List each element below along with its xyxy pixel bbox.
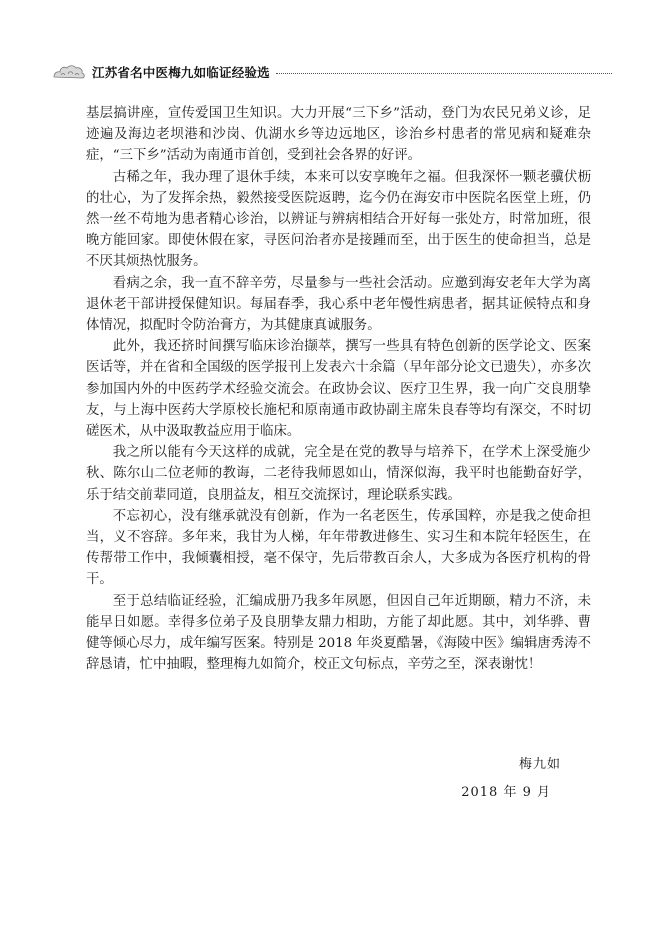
paragraph: 我之所以能有今天这样的成就，完全是在党的教导与培养下，在学术上深受施少秋、陈尔山二位老师的教诲，二老待我师恩如山，情深似海，我平时也能勤奋好学，乐于结交前辈同道，良朋益友，相互交流探讨，理论联系实践。 [86, 445, 591, 503]
auspicious-cloud-icon [52, 64, 86, 80]
paragraph: 基层搞讲座，宣传爱国卫生知识。大力开展“三下乡”活动，登门为农民兄弟义诊，足迹遍及海边老坝港和沙岗、仇湖水乡等边远地区，诊治乡村患者的常见病和疑难杂症，“三下乡”活动为南通市首创，受到社会各界的好评。 [86, 106, 591, 164]
running-header [52, 62, 612, 82]
author-signature: 梅九如 [518, 757, 561, 772]
paragraph: 此外，我还挤时间撰写临床诊治撷萃，撰写一些具有特色创新的医学论文、医案医话等，并在省和全国级的医学报刊上发表六十余篇（早年部分论文已遗失），亦多次参加国内外的中医药学术经验交流会。在政协会议、医疗卫生界，我一向广交良朋挚友，与上海中医药大学原校长施杞和原南通市政协副主席朱良春等均有深交，不时切磋医术，从中汲取教益应用于临床。 [86, 339, 591, 440]
paragraph: 看病之余，我一直不辞辛劳，尽量参与一些社会活动。应邀到海安老年大学为离退休老干部讲授保健知识。每届春季，我心系中老年慢性病患者，据其证候特点和身体情况，拟配时令防治膏方，为其健康真诚服务。 [86, 275, 591, 334]
paragraph: 不忘初心，没有继承就没有创新，作为一名老医生，传承国粹，亦是我之使命担当，义不容辞。多年来，我甘为人梯，年年带教进修生、实习生和本院年轻医生，在传帮带工作中，我倾囊相授，毫不保守，先后带教百余人，大多成为各医疗机构的骨干。 [86, 508, 591, 588]
body-text [86, 103, 591, 675]
signature-date: 2018 年 9 月 [461, 785, 551, 800]
paragraph: 至于总结临证经验，汇编成册乃我多年夙愿，但因自己年近期颐，精力不济，未能早日如愿。幸得多位弟子及良朋挚友鼎力相助，方能了却此愿。其中，刘华骅、曹健等倾心尽力，成年编写医案。特别是 2018 年炎夏酷暑，《海陵中医》编辑唐秀涛不辞恳请，忙中抽暇，整理梅九如简介，校正文句标点，辛劳之至，深表谢忱！ [86, 593, 591, 673]
book-title: 江苏省名中医梅九如临证经验选 [92, 65, 270, 80]
header-dotted-rule [276, 73, 612, 74]
paragraph: 古稀之年，我办理了退休手续，本来可以安享晚年之福。但我深怀一颗老骥伏枥的壮心，为了发挥余热，毅然接受医院返聘，迄今仍在海安市中医院名医堂上班，仍然一丝不苟地为患者精心诊治，以辨证与辨病相结合开好每一张处方，时常加班，很晚方能回家。即使休假在家，寻医问治者亦是接踵而至，出于医生的使命担当，总是不厌其烦热忱服务。 [86, 169, 591, 270]
